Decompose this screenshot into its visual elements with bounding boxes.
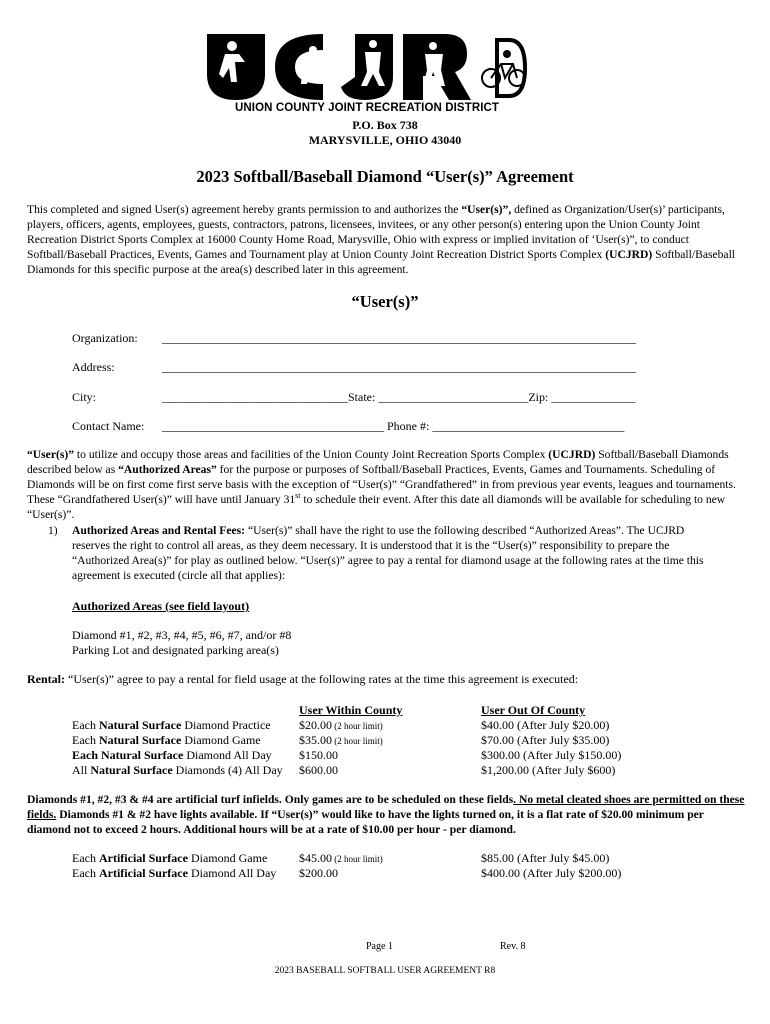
logo: [205, 32, 527, 122]
rental-paragraph: Rental: “User(s)” agree to pay a rental for field usage at the following rates at the time this agreement is executed:: [27, 672, 579, 686]
rate-label: Each Natural Surface Diamond All Day: [72, 748, 272, 762]
usage-paragraph: “User(s)” to utilize and occupy those areas and facilities of the Union County Joint Recreation Sports Complex (UCJRD) Softball/Baseball Diamonds described below as “Authorized Areas” for the purpose or purposes of Softball/Baseball Practices, Events, Games and Tournaments. Scheduling of Diamonds will be on first come first serve basis with the exception of “User(s)” “Grandfathered” in from previous year events, leagues and tournaments. These “Grandfathered User(s)” will have until January 31st to schedule their event. After this date all diamonds will be available for scheduling to new “User(s)”.: [27, 448, 736, 521]
rate-within: $45.00 (2 hour limit): [299, 851, 383, 865]
city-label: City:: [72, 390, 97, 404]
city-line: MARYSVILLE, OHIO 43040: [308, 133, 462, 147]
artificial-turf-paragraph: Diamonds #1, #2, #3 & #4 are artificial turf infields. Only games are to be scheduled on these fields. No metal cleated shoes are permitted on these fields. Diamonds #1 & #2 have lights available. If “User(s)” would like to have the lights turned on, it is a flat rate of $20.00 minimum per diamond not to exceed 2 hours. Additional hours will be at a rate of $10.00 per hour - per diamond.: [27, 793, 745, 836]
rate-out: $1,200.00 (After July $600): [481, 763, 616, 777]
contact-phone-field[interactable]: _____________________________________ Phone #: ________________________________: [162, 419, 625, 433]
contact-label: Contact Name:: [72, 419, 145, 433]
bicycle-icon: [482, 51, 525, 87]
rate-out: $300.00 (After July $150.00): [481, 748, 622, 762]
organization-label: Organization:: [72, 331, 138, 345]
rate-label: Each Artificial Surface Diamond Game: [72, 851, 268, 865]
rate-label: All Natural Surface Diamonds (4) All Day: [72, 763, 283, 777]
authorized-areas-line1: Diamond #1, #2, #3, #4, #5, #6, #7, and/or #8: [72, 628, 292, 642]
rate-out: $400.00 (After July $200.00): [481, 866, 622, 880]
rate-within: $35.00 (2 hour limit): [299, 733, 383, 747]
users-heading: “User(s)”: [351, 292, 419, 311]
address-label: Address:: [72, 360, 115, 374]
org-name: UNION COUNTY JOINT RECREATION DISTRICT: [235, 102, 500, 114]
ucjrd-logo-graphic: [205, 32, 527, 102]
section1-paragraph: Authorized Areas and Rental Fees: “User(s)” shall have the right to use the following described “Authorized Areas”. The UCJRD reserves the right to control all areas, as they deem necessary. It is understood that it is the “User(s)” responsibility to prepare the “Authorized Area(s)” for play as outlined below. “User(s)” agree to pay a rental for diamond usage at the following rates at the time this agreement is executed (circle all that applies):: [72, 524, 704, 582]
intro-paragraph: This completed and signed User(s) agreement hereby grants permission to and authorizes the “User(s)”, defined as Organization/User(s)’ participants, players, officers, agents, employees, guests, contractors, patrons, licensees, invitees, or any other person(s) entering upon the Union County Joint Recreation District Sports Complex at 16000 County Home Road, Marysville, Ohio with express or implied invitation of ‘User(s)”, to conduct Softball/Baseball Practices, Events, Games and Tournament play at Union County Joint Recreation District Sports Complex (UCJRD) Softball/Baseball Diamonds for this specific purpose at the area(s) described later in this agreement.: [27, 203, 736, 276]
rate-within: $150.00: [299, 748, 338, 762]
revision: Rev. 8: [500, 941, 526, 952]
rate-label: Each Natural Surface Diamond Practice: [72, 718, 271, 732]
col-within-county: User Within County: [299, 703, 403, 717]
footer-doc-name: 2023 BASEBALL SOFTBALL USER AGREEMENT R8: [274, 966, 496, 976]
authorized-areas-heading: Authorized Areas (see field layout): [72, 599, 250, 613]
section-number: 1): [48, 524, 58, 537]
rate-out: $70.00 (After July $35.00): [481, 733, 610, 747]
organization-field[interactable]: _______________________________________________________________________________: [162, 331, 636, 345]
rate-label: Each Natural Surface Diamond Game: [72, 733, 261, 747]
col-out-of-county: User Out Of County: [481, 703, 586, 717]
rate-out: $40.00 (After July $20.00): [481, 718, 610, 732]
rate-within: $600.00: [299, 763, 338, 777]
po-box: P.O. Box 738: [352, 118, 418, 132]
rate-within: $20.00 (2 hour limit): [299, 718, 383, 732]
rate-label: Each Artificial Surface Diamond All Day: [72, 866, 277, 880]
authorized-areas-line2: Parking Lot and designated parking area(s): [72, 643, 279, 657]
rate-out: $85.00 (After July $45.00): [481, 851, 610, 865]
page-title: 2023 Softball/Baseball Diamond “User(s)” Agreement: [196, 167, 574, 186]
address-field[interactable]: _______________________________________________________________________________: [162, 360, 636, 374]
page-number: Page 1: [366, 941, 393, 952]
city-state-zip-field[interactable]: _______________________________State: _________________________Zip: ______________: [162, 390, 636, 404]
rate-within: $200.00: [299, 866, 338, 880]
